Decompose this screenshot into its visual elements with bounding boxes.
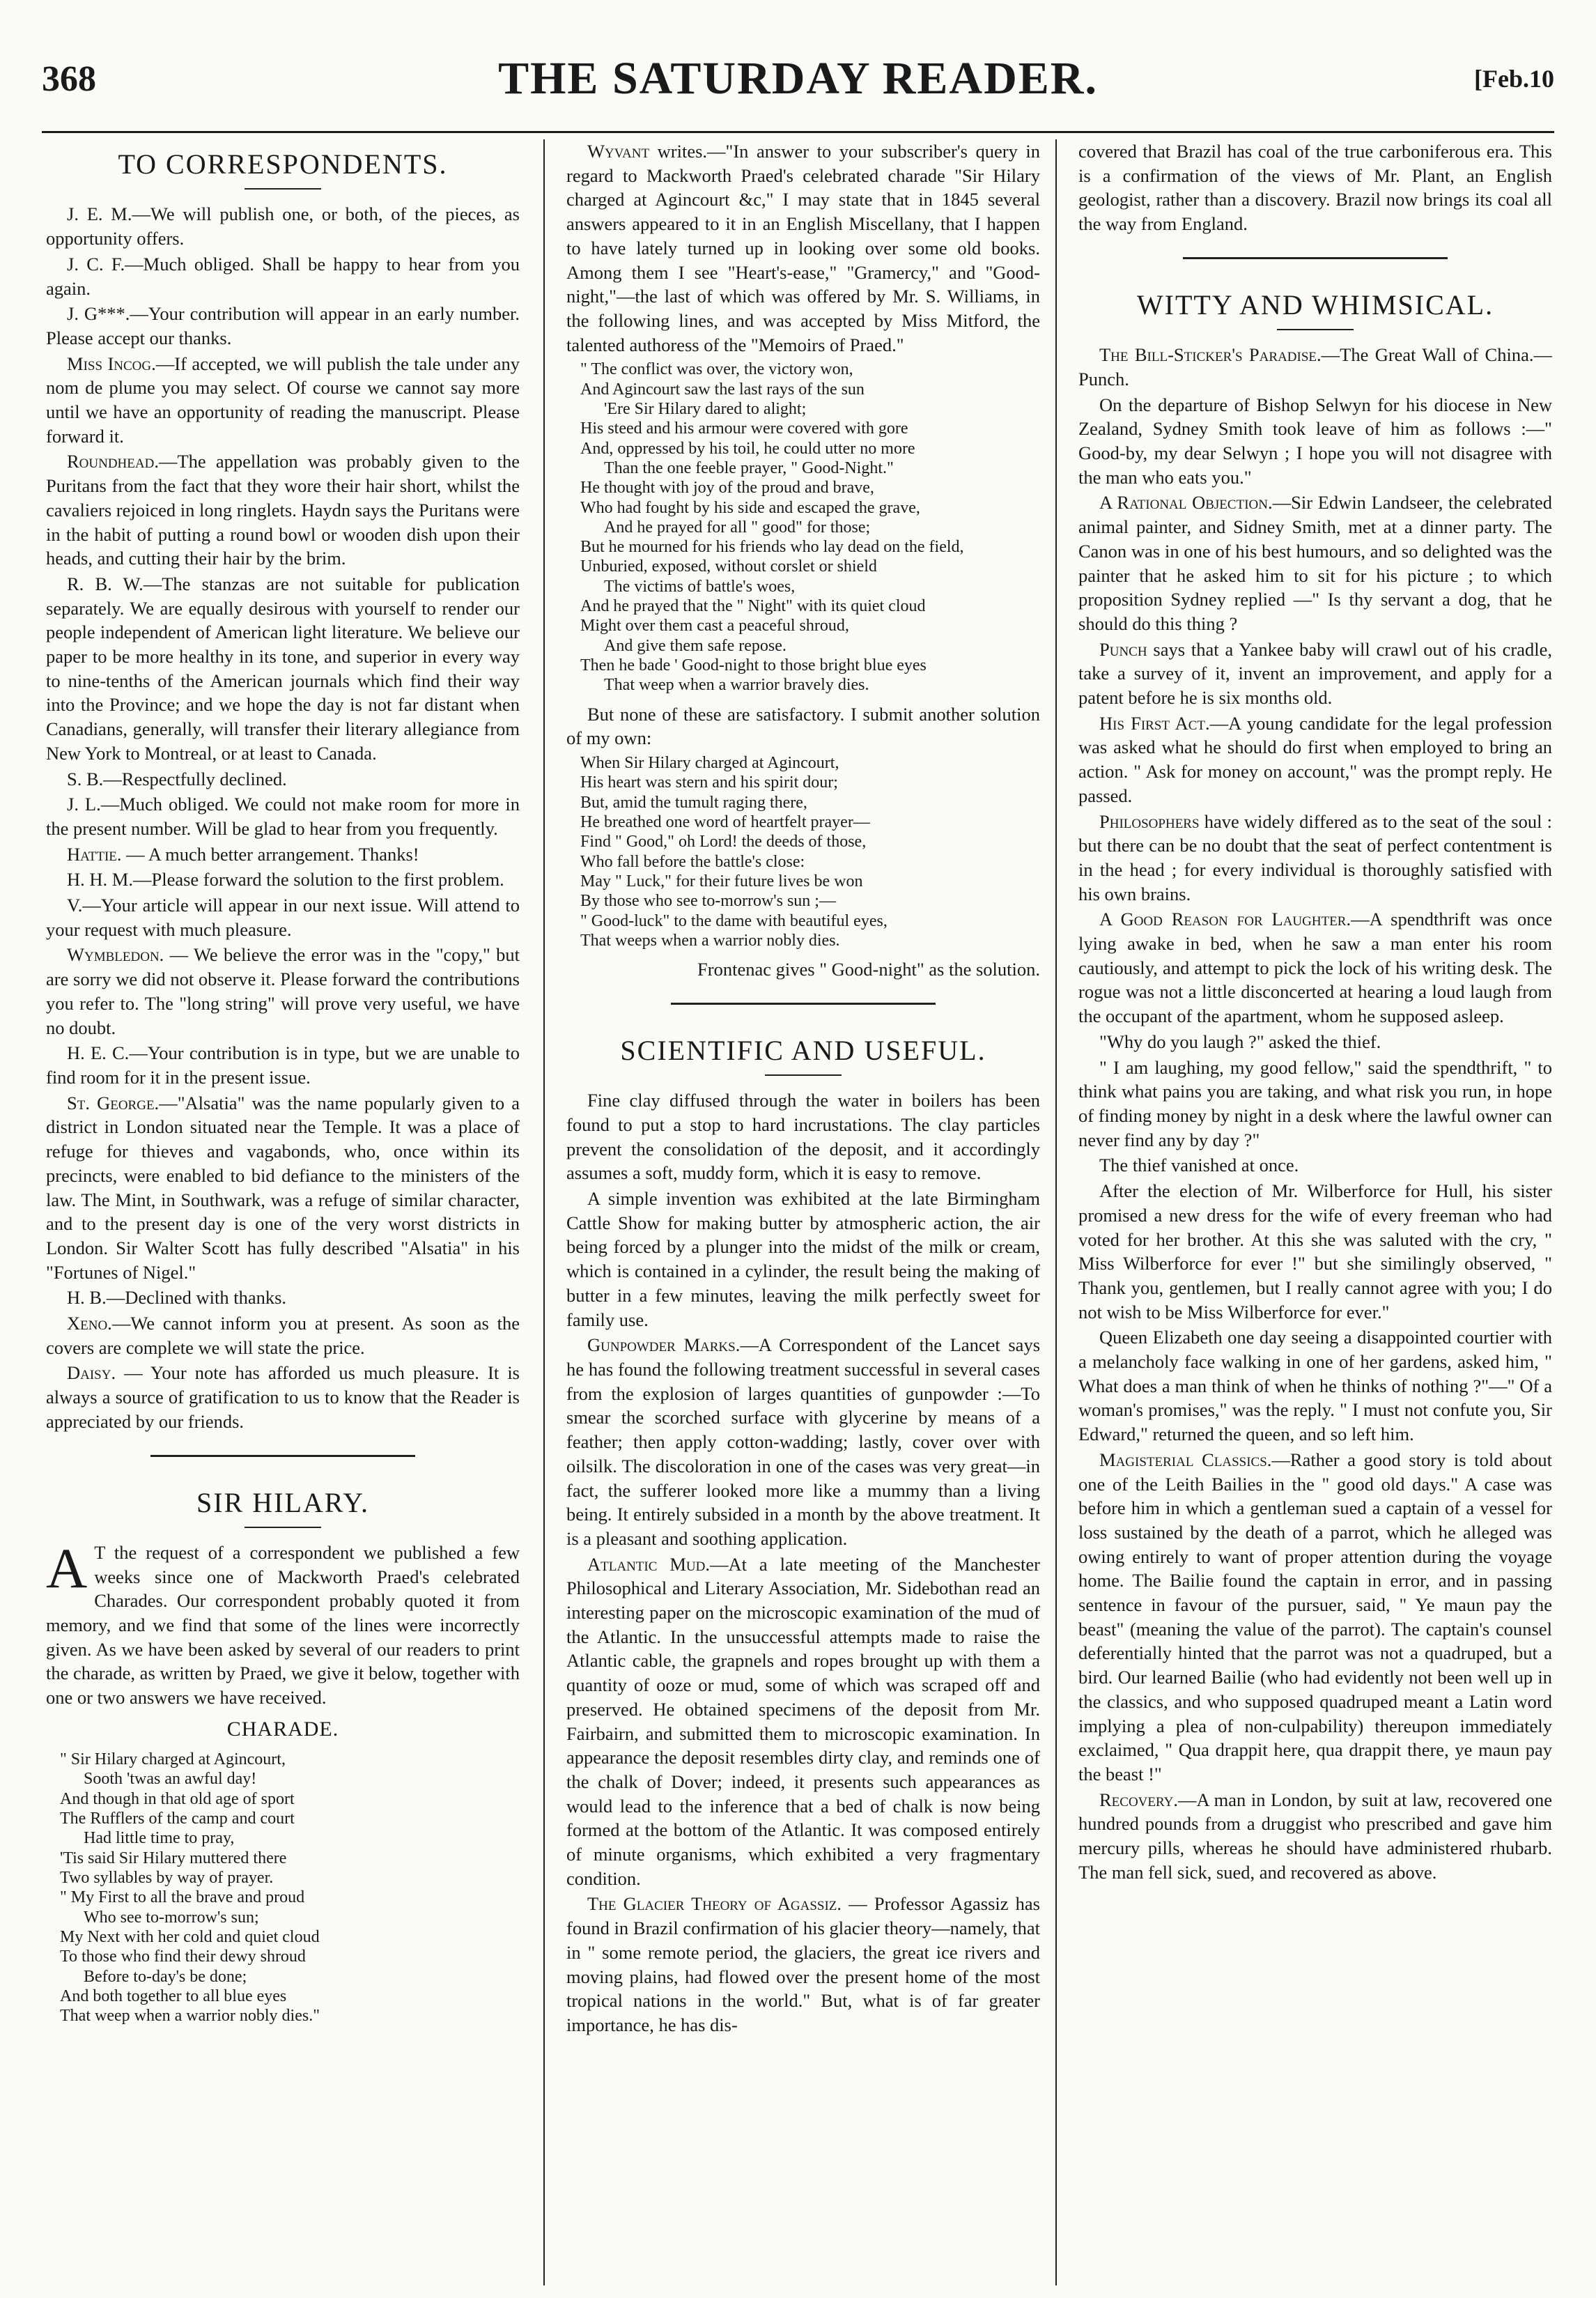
- paragraph-lead: Wyvant: [587, 141, 650, 162]
- heading-rule: [245, 1527, 321, 1528]
- verse-line: And Agincourt saw the last rays of the sun: [580, 380, 865, 399]
- section-heading-sir-hilary: SIR HILARY.: [196, 1486, 369, 1518]
- verse-line: Find " Good," oh Lord! the deeds of those,: [580, 833, 867, 851]
- paragraph-text: —We cannot inform you at present. As soon as the covers are complete we will state the price.: [46, 1313, 520, 1358]
- verse-line: He thought with joy of the proud and brave,: [580, 479, 874, 498]
- paragraph-text: " I am laughing, my good fellow," said the spendthrift, " to think what pains you are taking, and what risk you run, in hope of finding money by night in a desk where the lawful owner can never find any by day ?": [1078, 1056, 1552, 1150]
- verse-line: And give them safe repose.: [604, 636, 787, 655]
- paragraph-text: —At a late meeting of the Manchester Philosophical and Literary Association, Mr. Sidebothan read an interesting paper on the microscopic examination of the mud of the Atlantic. In the unsuccessful attempts made to raise the Atlantic cable, the grapnels and ropes brought up with them a quantity of ooze or mud, some of which was scraped off and preserved. He obtained specimens of the deposit from Mr. Fairbairn, and submitted them to microscopic examination. In appearance the deposit resembles dirty clay, and reminds one of the chalk of Dover; indeed, it presents such appearances as would lead to the inference that a bed of chalk is now being formed at the bottom of the Atlantic. It was composed entirely of minute organisms, which exhibited a very fragmentary condition.: [566, 1553, 1040, 1889]
- charade-verse: [60, 1750, 520, 2026]
- newspaper-title: THE SATURDAY READER.: [498, 53, 1098, 104]
- paragraph-text: have widely differed as to the seat of the soul : but there can be no doubt that the seat of perfect contentment is in the head ; for every individual is thoroughly satisfied with his own brains.: [1078, 810, 1552, 904]
- paragraph-lead: H. H. M.: [67, 869, 133, 890]
- verse-line: Then he bade ' Good-night to those bright blue eyes: [580, 656, 927, 675]
- paragraph: [566, 1187, 1040, 1332]
- paragraph-lead: St. George.: [67, 1092, 160, 1113]
- charade-title: CHARADE.: [226, 1717, 339, 1741]
- paragraph: [46, 1311, 520, 1359]
- paragraph: [566, 1333, 1040, 1550]
- verse-line: Unburied, exposed, without corslet or shield: [580, 557, 877, 576]
- paragraph-text: —The Great Wall of China.—Punch.: [1078, 344, 1552, 390]
- paragraph: [566, 1088, 1040, 1185]
- paragraph-text: —Much obliged. We could not make room for more in the present number. Will be glad to hear from you frequently.: [46, 794, 520, 839]
- paragraph: [46, 252, 520, 300]
- paragraph-lead: A Good Reason for Laughter.: [1099, 909, 1351, 930]
- verse-line: " The conflict was over, the victory won,: [580, 360, 853, 379]
- paragraph-lead: V.: [67, 895, 83, 916]
- paragraph-lead: Philosophers: [1099, 810, 1200, 832]
- verse-line: To those who find their dewy shroud: [60, 1948, 306, 1966]
- verse-line: Sooth 'twas an awful day!: [84, 1770, 257, 1789]
- paragraph-text: —If accepted, we will publish the tale under any nom de plume you may select. Of course we cannot say more until we have an opportunity of reading the manuscript. Please forward it.: [46, 353, 520, 447]
- paragraph: [1078, 1153, 1552, 1178]
- paragraph: [46, 943, 520, 1040]
- paragraph-lead: Wymbledon.: [67, 944, 164, 966]
- paragraph: [1078, 393, 1552, 490]
- verse-line: 'Tis said Sir Hilary muttered there: [60, 1849, 287, 1867]
- paragraph-lead: Hattie.: [67, 843, 122, 865]
- verse-line: 'Ere Sir Hilary dared to alight;: [604, 399, 807, 418]
- good-luck-verse: [580, 753, 1040, 950]
- paragraph-lead: His First Act.: [1099, 712, 1210, 734]
- paragraph-text: Queen Elizabeth one day seeing a disappointed courtier with a melancholy face walking in one of her gardens, asked him, " What does a man think of when he thinks of nothing ?"—" Of a woman's promises," was the reply. " I must not confute you, Sir Edward," returned the queen, and so left him.: [1078, 1327, 1552, 1445]
- paragraph-lead: R. B. W.: [67, 573, 144, 594]
- paragraph-text: —Please forward the solution to the first problem.: [132, 869, 504, 890]
- verse-line: Than the one feeble prayer, " Good-Night.": [604, 458, 894, 477]
- heading-rule: [245, 188, 321, 190]
- paragraph-text: —Rather a good story is told about one of the Leith Bailies in the " good old days." A case was before him in which a gentleman sued a captain of a vessel for loss sustained by the death of a parrot, which he alleged was owing entirely to want of proper attention during the voyage home. The Bailie found the captain in error, and in passing sentence in favour of the pursuer, said, " Ye maun pay the beast" (meaning the value of the parrot). The captain's counsel deferentially hinted that the parrot was not a quadruped, but a bird. Our learned Bailie (who had evidently not been well up in the classics, and who supposed quadruped meant a Latin word implying a plea of non-culpability) thereupon immediately exclaimed, " Qua drappit here, qua drappit there, ye maun pay the beast !": [1078, 1449, 1552, 1784]
- paragraph-text: —Your contribution is in type, but we are unable to find room for it in the present issue.: [46, 1042, 520, 1088]
- paragraph-lead: Atlantic Mud.: [587, 1553, 710, 1575]
- column-divider: [543, 139, 545, 2285]
- verse-line: When Sir Hilary charged at Agincourt,: [580, 754, 839, 773]
- paragraph-text: —A young candidate for the legal profession was asked what he should do first when employed to bring an action. " Ask for money on account," was the prompt reply. He passed.: [1078, 712, 1552, 806]
- verse-line: Might over them cast a peaceful shroud,: [580, 617, 849, 635]
- paragraph-lead: A Rational Objection.: [1099, 492, 1273, 514]
- column-3: [1078, 139, 1552, 2285]
- heading-rule: [765, 1074, 842, 1076]
- verse-line: That weep when a warrior bravely dies.: [604, 676, 869, 695]
- paragraph-text: On the departure of Bishop Selwyn for his diocese in New Zealand, Sydney Smith took leave of him as follows :—" Good-by, my dear Selwyn ; I hope you will not disagree with the man who eats you.": [1078, 394, 1552, 488]
- paragraph-lead: J. C. F.: [67, 253, 125, 275]
- paragraph: [46, 767, 520, 792]
- verse-line: Had little time to pray,: [84, 1829, 235, 1848]
- paragraph-lead: The Glacier Theory of Agassiz.: [587, 1893, 842, 1915]
- continued-paragraph: covered that Brazil has coal of the true carboniferous era. This is a confirmation of the views of Mr. Plant, an English geologist, rather than a discovery. Brazil now brings its coal all the way from England.: [1078, 141, 1552, 235]
- paragraph: [1078, 638, 1552, 710]
- paragraph: [566, 1892, 1040, 2037]
- paragraph-text: —Respectfully declined.: [103, 768, 287, 789]
- paragraph: [46, 867, 520, 892]
- paragraph-lead: S. B.: [67, 768, 104, 789]
- section-rule: [671, 1003, 936, 1005]
- verse-line: " My First to all the brave and proud: [60, 1888, 305, 1907]
- paragraph: [1078, 343, 1552, 391]
- paragraph-lead: J. E. M.: [67, 203, 132, 225]
- paragraph: [1078, 1056, 1552, 1152]
- paragraph-lead: The Bill-Sticker's Paradise.: [1099, 344, 1322, 366]
- paragraph-lead: J. L.: [67, 794, 101, 815]
- scientific-items: [566, 1088, 1040, 2037]
- witty-items: [1078, 343, 1552, 1884]
- correspondent-replies: [46, 202, 520, 1433]
- verse-line: That weep when a warrior nobly dies.": [60, 2007, 320, 2026]
- section-heading-witty: WITTY AND WHIMSICAL.: [1136, 288, 1494, 321]
- masthead: [42, 26, 1554, 133]
- paragraph-text: Fine clay diffused through the water in boilers has been found to put a stop to hard incrustations. The clay particles prevent the consolidation of the deposit, and it accordingly assumes a soft, muddy form, which it is easy to remove.: [566, 1090, 1040, 1184]
- paragraph-text: — Professor Agassiz has found in Brazil confirmation of his glacier theory—namely, that in " some remote period, the glaciers, the great ice rivers and moving plains, had flowed over the present home of the most tropical nations in the world." But, what is of far greater importance, he has dis-: [566, 1893, 1040, 2035]
- paragraph: [1078, 907, 1552, 1028]
- section-heading-scientific: SCIENTIFIC AND USEFUL.: [620, 1034, 986, 1066]
- paragraph-lead: Roundhead.: [67, 451, 159, 472]
- paragraph: [1078, 810, 1552, 907]
- paragraph-text: —Sir Edwin Landseer, the celebrated animal painter, and Sidney Smith, met at a dinner party. The Canon was in one of his best humours, and so delighted was the painter that he asked him to sit for his picture ; to which proposition Sydney replied —" Is thy servant a dog, that he should do this thing ?: [1078, 492, 1552, 634]
- paragraph-lead: Miss Incog.: [67, 353, 156, 374]
- paragraph-text: writes.—"In answer to your subscriber's query in regard to Mackworth Praed's celebrated charade "Sir Hilary charged at Agincourt &c," I may state that in 1845 several answers appeared to it in an English Miscellany, that I happen to have lately turned up in looking over some old books. Among them I see "Heart's-ease," "Gramercy," and "Good-night,"—the last of which was offered by Mr. S. Williams, in the following lines, and was accepted by Miss Mitford, the talented authoress of the "Memoirs of Praed.": [566, 141, 1040, 355]
- paragraph: [1078, 1788, 1552, 1885]
- section-rule: [1183, 257, 1448, 259]
- solution-intro: But none of these are satisfactory. I submit another solution of my own:: [566, 703, 1040, 749]
- paragraph-lead: Xeno.: [67, 1313, 112, 1334]
- paragraph-text: —Declined with thanks.: [106, 1287, 287, 1309]
- paragraph: [46, 1361, 520, 1433]
- issue-date: [Feb.10: [1474, 65, 1554, 93]
- paragraph: [1078, 491, 1552, 635]
- paragraph: [566, 1552, 1040, 1891]
- paragraph-text: "Why do you laugh ?" asked the thief.: [1099, 1031, 1381, 1052]
- verse-line: By those who see to-morrow's sun ;—: [580, 892, 836, 911]
- column-1: [46, 139, 520, 2285]
- paragraph-text: —Much obliged. Shall be happy to hear from you again.: [46, 253, 520, 299]
- verse-line: He breathed one word of heartfelt prayer—: [580, 812, 870, 831]
- paragraph: [1078, 1179, 1552, 1324]
- paragraph-lead: Punch: [1099, 638, 1147, 660]
- paragraph: [46, 893, 520, 941]
- column-2: [566, 139, 1040, 2285]
- paragraph-lead: Magisterial Classics.: [1099, 1449, 1272, 1470]
- section-heading-correspondents: TO CORRESPONDENTS.: [118, 148, 448, 180]
- paragraph-lead: Gunpowder Marks.: [587, 1334, 741, 1356]
- intro-text: T the request of a correspondent we published a few weeks since one of Mackworth Praed's celebrated Charades. Our correspondent probably quoted it from memory, and we find that some of the lines were incorrectly given. As we have been asked by several of our readers to print the charade, as written by Praed, we give it below, together with one or two answers we have received.: [46, 1541, 520, 1709]
- paragraph-text: A simple invention was exhibited at the late Birmingham Cattle Show for making butter by atmospheric action, the air being forced by a plunger into the midst of the milk or cream, which is contained in a cylinder, the result being the making of butter in a few minutes, leaving the milk perfectly sweet for family use.: [566, 1188, 1040, 1330]
- page-number: 368: [42, 59, 96, 99]
- wyvant-letter: [566, 139, 1040, 357]
- paragraph-text: —Your article will appear in our next issue. Will attend to your request with much pleasure.: [46, 895, 520, 940]
- verse-line: The Rufflers of the camp and court: [60, 1810, 295, 1828]
- verse-line: And though in that old age of sport: [60, 1789, 295, 1808]
- verse-line: His heart was stern and his spirit dour;: [580, 773, 838, 792]
- paragraph-text: — We believe the error was in the "copy," but are sorry we did not observe it. Please forward the contributions you refer to. The "long string" will prove very useful, we have no doubt.: [46, 944, 520, 1038]
- heading-rule: [1277, 329, 1354, 330]
- paragraph-text: —Your contribution will appear in an early number. Please accept our thanks.: [46, 303, 520, 348]
- verse-line: But he mourned for his friends who lay dead on the field,: [580, 538, 964, 557]
- paragraph: [46, 1286, 520, 1310]
- paragraph-text: —"Alsatia" was the name popularly given to a district in London situated near the Temple. It was a place of refuge for thieves and vagabonds, who, once within its precincts, were enabled to bid defiance to the ministers of the law. The Mint, in Southwark, was a refuge of similar character, and to the present day is one of the very worst districts in London. Sir Walter Scott has fully described "Alsatia" in his "Fortunes of Nigel.": [46, 1092, 520, 1283]
- paragraph: [46, 302, 520, 350]
- paragraph: [46, 1041, 520, 1089]
- verse-line: And he prayed for all " good" for those;: [604, 518, 871, 537]
- verse-line: The victims of battle's woes,: [604, 577, 796, 596]
- paragraph: [46, 352, 520, 449]
- paragraph: [46, 202, 520, 250]
- verse-line: Before to-day's be done;: [84, 1967, 247, 1986]
- paragraph-text: — A much better arrangement. Thanks!: [121, 843, 419, 865]
- paragraph-lead: J. G***.: [67, 303, 130, 325]
- paragraph-text: —A man in London, by suit at law, recovered one hundred pounds from a druggist who prescribed and gave him mercury pills, whereas he should have administered rhubarb. The man fell sick, sued, and recovered as above.: [1078, 1789, 1552, 1883]
- section-rule: [150, 1455, 415, 1457]
- paragraph-text: —The stanzas are not suitable for publication separately. We are equally desirous with yourself to render our people independent of American light literature. We believe our paper to be more healthy in its tone, and superior in every way to nine-tenths of the American journals which find their way into the Province; and we hope the day is not far distant when Canadians, generally, will transfer their literary allegiance from New York to Montreal, or at least to Canada.: [46, 573, 520, 764]
- paragraph-text: —The appellation was probably given to the Puritans from the fact that they wore their hair short, whilst the cavaliers rejoiced in long ringlets. Haydn says the Puritans were in the habit of putting a round bowl or wooden dish upon their heads, and cutting their hair by the brim.: [46, 451, 520, 569]
- paragraph: [1078, 1030, 1552, 1054]
- verse-line: And both together to all blue eyes: [60, 1987, 287, 2005]
- paragraph: [46, 842, 520, 867]
- drop-cap: A: [46, 1536, 88, 1600]
- paragraph-text: The thief vanished at once.: [1099, 1155, 1299, 1176]
- paragraph-lead: Recovery.: [1099, 1789, 1178, 1810]
- verse-line: " Sir Hilary charged at Agincourt,: [60, 1750, 286, 1769]
- paragraph-lead: H. E. C.: [67, 1042, 130, 1064]
- verse-line: Who see to-morrow's sun;: [84, 1908, 259, 1927]
- signature-line: Frontenac gives " Good-night" as the solution.: [697, 959, 1040, 980]
- paragraph: [46, 449, 520, 571]
- paragraph: [1078, 1325, 1552, 1447]
- good-night-verse: [580, 360, 1040, 695]
- verse-line: That weeps when a warrior nobly dies.: [580, 931, 840, 950]
- verse-line: May " Luck," for their future lives be won: [580, 872, 863, 890]
- paragraph: [1078, 1448, 1552, 1787]
- paragraph-text: After the election of Mr. Wilberforce for Hull, his sister promised a new dress for the wife of every freeman who had voted for her brother. At this she was saluted with the cry, " Miss Wilberforce for ever !" but she similingly observed, " Thank you, gentlemen, but I really cannot agree with you; I do not wish to be Miss Wilberforce for ever.": [1078, 1180, 1552, 1322]
- verse-line: And, oppressed by his toil, he could utter no more: [580, 439, 915, 458]
- paragraph: [46, 1091, 520, 1285]
- verse-line: My Next with her cold and quiet cloud: [60, 1927, 320, 1946]
- paragraph-lead: Daisy.: [67, 1362, 116, 1384]
- paragraph: [46, 792, 520, 840]
- paragraph-text: —A Correspondent of the Lancet says he has found the following treatment successful in several cases from the explosion of larges quantities of gunpowder :—To smear the scorched surface with glycerine by means of a feather; then apply cotton-wadding; lastly, cover over with oilsilk. The discoloration in one of the cases was very great—in fact, the sufferer looked more like a mummy than a living being. It entirely subsided in a month by the above treatment. It is a pleasant and soothing application.: [566, 1334, 1040, 1549]
- verse-line: Who fall before the battle's close:: [580, 852, 805, 871]
- paragraph-text: says that a Yankee baby will crawl out of his cradle, take a survey of it, invent an improvement, and apply for a patent before he is six months old.: [1078, 638, 1552, 709]
- paragraph-text: — Your note has afforded us much pleasure. It is always a source of gratification to us to know that the Reader is appreciated by our friends.: [46, 1362, 520, 1432]
- paragraph-lead: H. B.: [67, 1287, 107, 1309]
- verse-line: Who had fought by his side and escaped the grave,: [580, 498, 920, 517]
- column-divider: [1055, 139, 1057, 2285]
- paragraph-text: —We will publish one, or both, of the pieces, as opportunity offers.: [46, 203, 520, 249]
- verse-line: But, amid the tumult raging there,: [580, 793, 807, 812]
- paragraph-text: —A spendthrift was once lying awake in bed, when he saw a man enter his room cautiously, and attempt to pick the lock of his writing desk. The rogue was not a little disconcerted at hearing a loud laugh from the occupant of the apartment, whom he supposed asleep.: [1078, 909, 1552, 1027]
- verse-line: Two syllables by way of prayer.: [60, 1869, 274, 1888]
- paragraph: [1078, 711, 1552, 808]
- sir-hilary-intro: [46, 1536, 520, 1710]
- verse-line: His steed and his armour were covered with gore: [580, 419, 908, 438]
- verse-line: " Good-luck" to the dame with beautiful eyes,: [580, 911, 888, 930]
- verse-line: And he prayed that the " Night" with its quiet cloud: [580, 597, 926, 616]
- paragraph: [46, 572, 520, 766]
